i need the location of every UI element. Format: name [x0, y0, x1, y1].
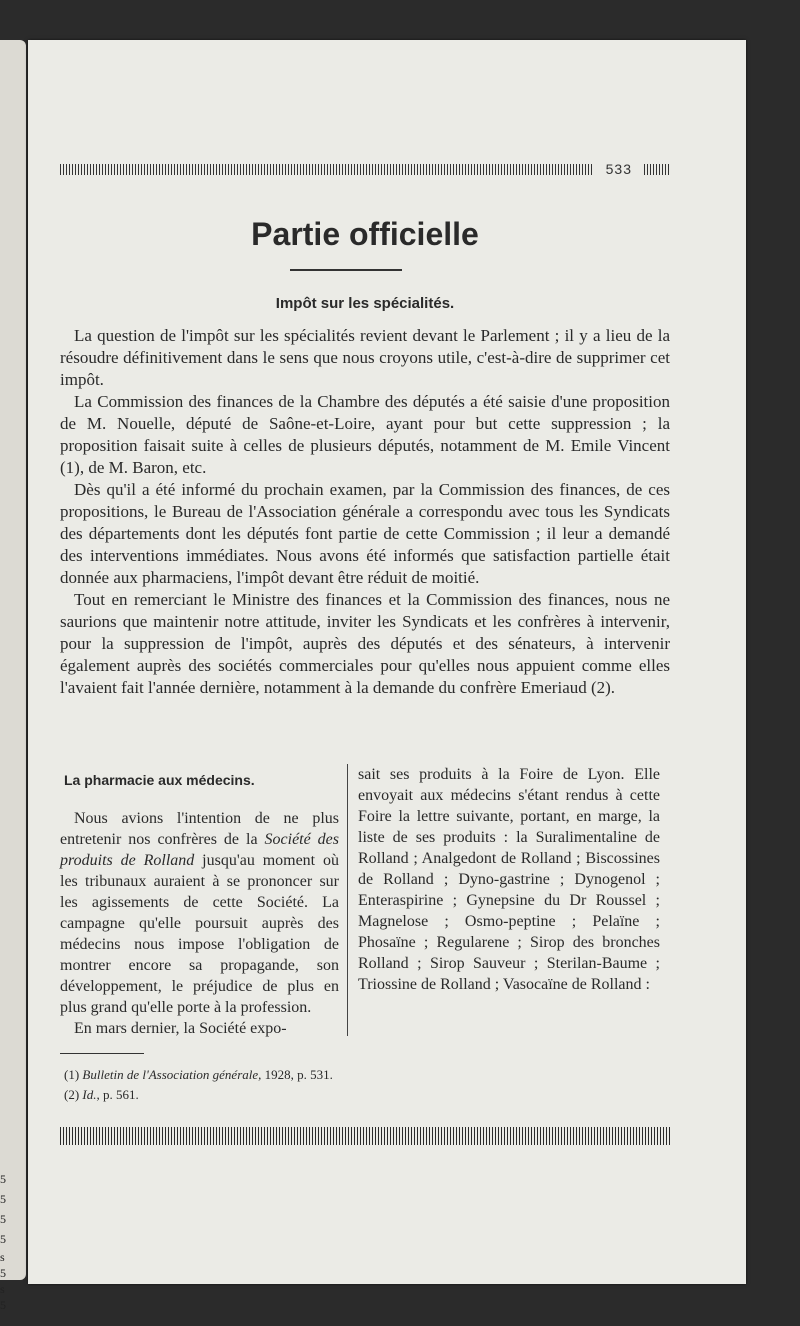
strip-fragment: 5 — [0, 1172, 6, 1186]
text-run: jusqu'au moment où les tribunaux auraient à se prononcer sur les agissements de cette Société. La campagne qu'elle poursuit auprès des médecins nous impose l'obligation de montrer encore sa propagande, son développement, le préjudice de plus en plus grand qu'elle porte à la profession. — [60, 852, 340, 1016]
paragraph: La question de l'impôt sur les spécialités revient devant le Parlement ; il y a lieu de la résoudre définitivement dans le sens que nous croyons utile, c'est-à-dire de supprimer cet impôt. — [60, 326, 670, 389]
strip-fragment: 5 — [0, 1192, 6, 1206]
footnote-ref: 1928, p. 531. — [261, 1067, 333, 1082]
page-title: Partie officielle — [251, 216, 479, 252]
title-underline — [290, 269, 402, 271]
article-left-column — [60, 764, 339, 1039]
strip-fragment: 5 — [0, 1266, 6, 1280]
article-heading: La pharmacie aux médecins. — [64, 772, 255, 788]
two-column-article — [60, 764, 670, 1039]
strip-fragment: 5 — [0, 1212, 6, 1226]
paragraph: Dès qu'il a été informé du prochain examen, par la Commission des finances, de ces propositions, le Bureau de l'Association générale a correspondu avec tous les Syndicats des départements dont les députés font partie de cette Commission ; il leur a demandé des interventions immédiates. Nous avons été informés que satisfaction partielle était donnée aux pharmaciens, l'impôt devant être réduit de moitié. — [60, 480, 670, 587]
paragraph: En mars dernier, la Société expo- — [74, 1020, 287, 1037]
footnote — [64, 1065, 624, 1085]
header-ornament-left — [60, 164, 592, 175]
strip-fragment: s — [0, 1250, 5, 1264]
strip-fragment: 5 — [0, 1232, 6, 1246]
section-body — [60, 325, 670, 699]
strip-fragment: 5 — [0, 1298, 6, 1312]
header-ornament-right — [644, 164, 670, 175]
text-run: Nous avions l'intention de ne plus entretenir nos confrères de la — [60, 810, 339, 848]
section-heading: Impôt sur les spécialités. — [275, 295, 455, 312]
page-header — [60, 162, 670, 176]
paragraph: sait ses produits à la Foire de Lyon. Elle envoyait aux médecins s'étant rendus à cette Foire la lettre suivante, portant, en marge, la liste de ses produits : la Suralimentaline de Rolland ; Analgedont de Rolland ; Biscossines de Rolland ; Dyno-gastrine ; Dynogenol ; Enteraspirine ; Gynepsine du Dr Roussel ; Magnelose ; Osmo-peptine ; Pelaïne ; Phosaïne ; Regularene ; Sirop des bronches Rolland ; Sirop Sauveur ; Sterilan-Baume ; Triossine de Rolland ; Vasocaïne de Rolland : — [358, 766, 660, 993]
footer-ornament — [60, 1127, 670, 1145]
strip-fragment: s — [0, 1282, 5, 1296]
footnotes — [64, 1065, 624, 1105]
adjacent-page-strip — [0, 40, 26, 1312]
paragraph: Tout en remerciant le Ministre des finances et la Commission des finances, nous ne saurions que maintenir notre attitude, inviter les Syndicats et les confrères à intervenir, pour la suppression de l'impôt, auprès des députés et des sénateurs, à intervenir également auprès des sociétés commerciales pour qu'elles nous appuient comme elles l'avaient fait l'année dernière, notamment à la demande du confrère Emeriaud (2). — [60, 590, 670, 697]
article-right-column — [358, 764, 660, 1039]
footnote-source: Bulletin de l'Association générale, — [82, 1067, 262, 1082]
footnote-rule — [60, 1053, 144, 1054]
italic-run: Société des produits de Rolland — [60, 831, 340, 869]
footnote-number: (1) — [64, 1067, 80, 1082]
footnote-number: (2) — [64, 1087, 80, 1102]
page-number: 533 — [605, 161, 632, 177]
document-page — [28, 40, 746, 1284]
footnote — [64, 1085, 624, 1105]
column-divider — [347, 764, 348, 1036]
paragraph — [60, 808, 339, 1018]
footnote-source: Id., — [82, 1087, 100, 1102]
paragraph: La Commission des finances de la Chambre des députés a été saisie d'une proposition de M. Nouelle, député de Saône-et-Loire, ayant pour but cette suppression ; la proposition faisait suite à celles de plusieurs députés, notamment de M. Emile Vincent (1), de M. Baron, etc. — [60, 392, 670, 477]
footnote-ref: p. 561. — [99, 1087, 139, 1102]
